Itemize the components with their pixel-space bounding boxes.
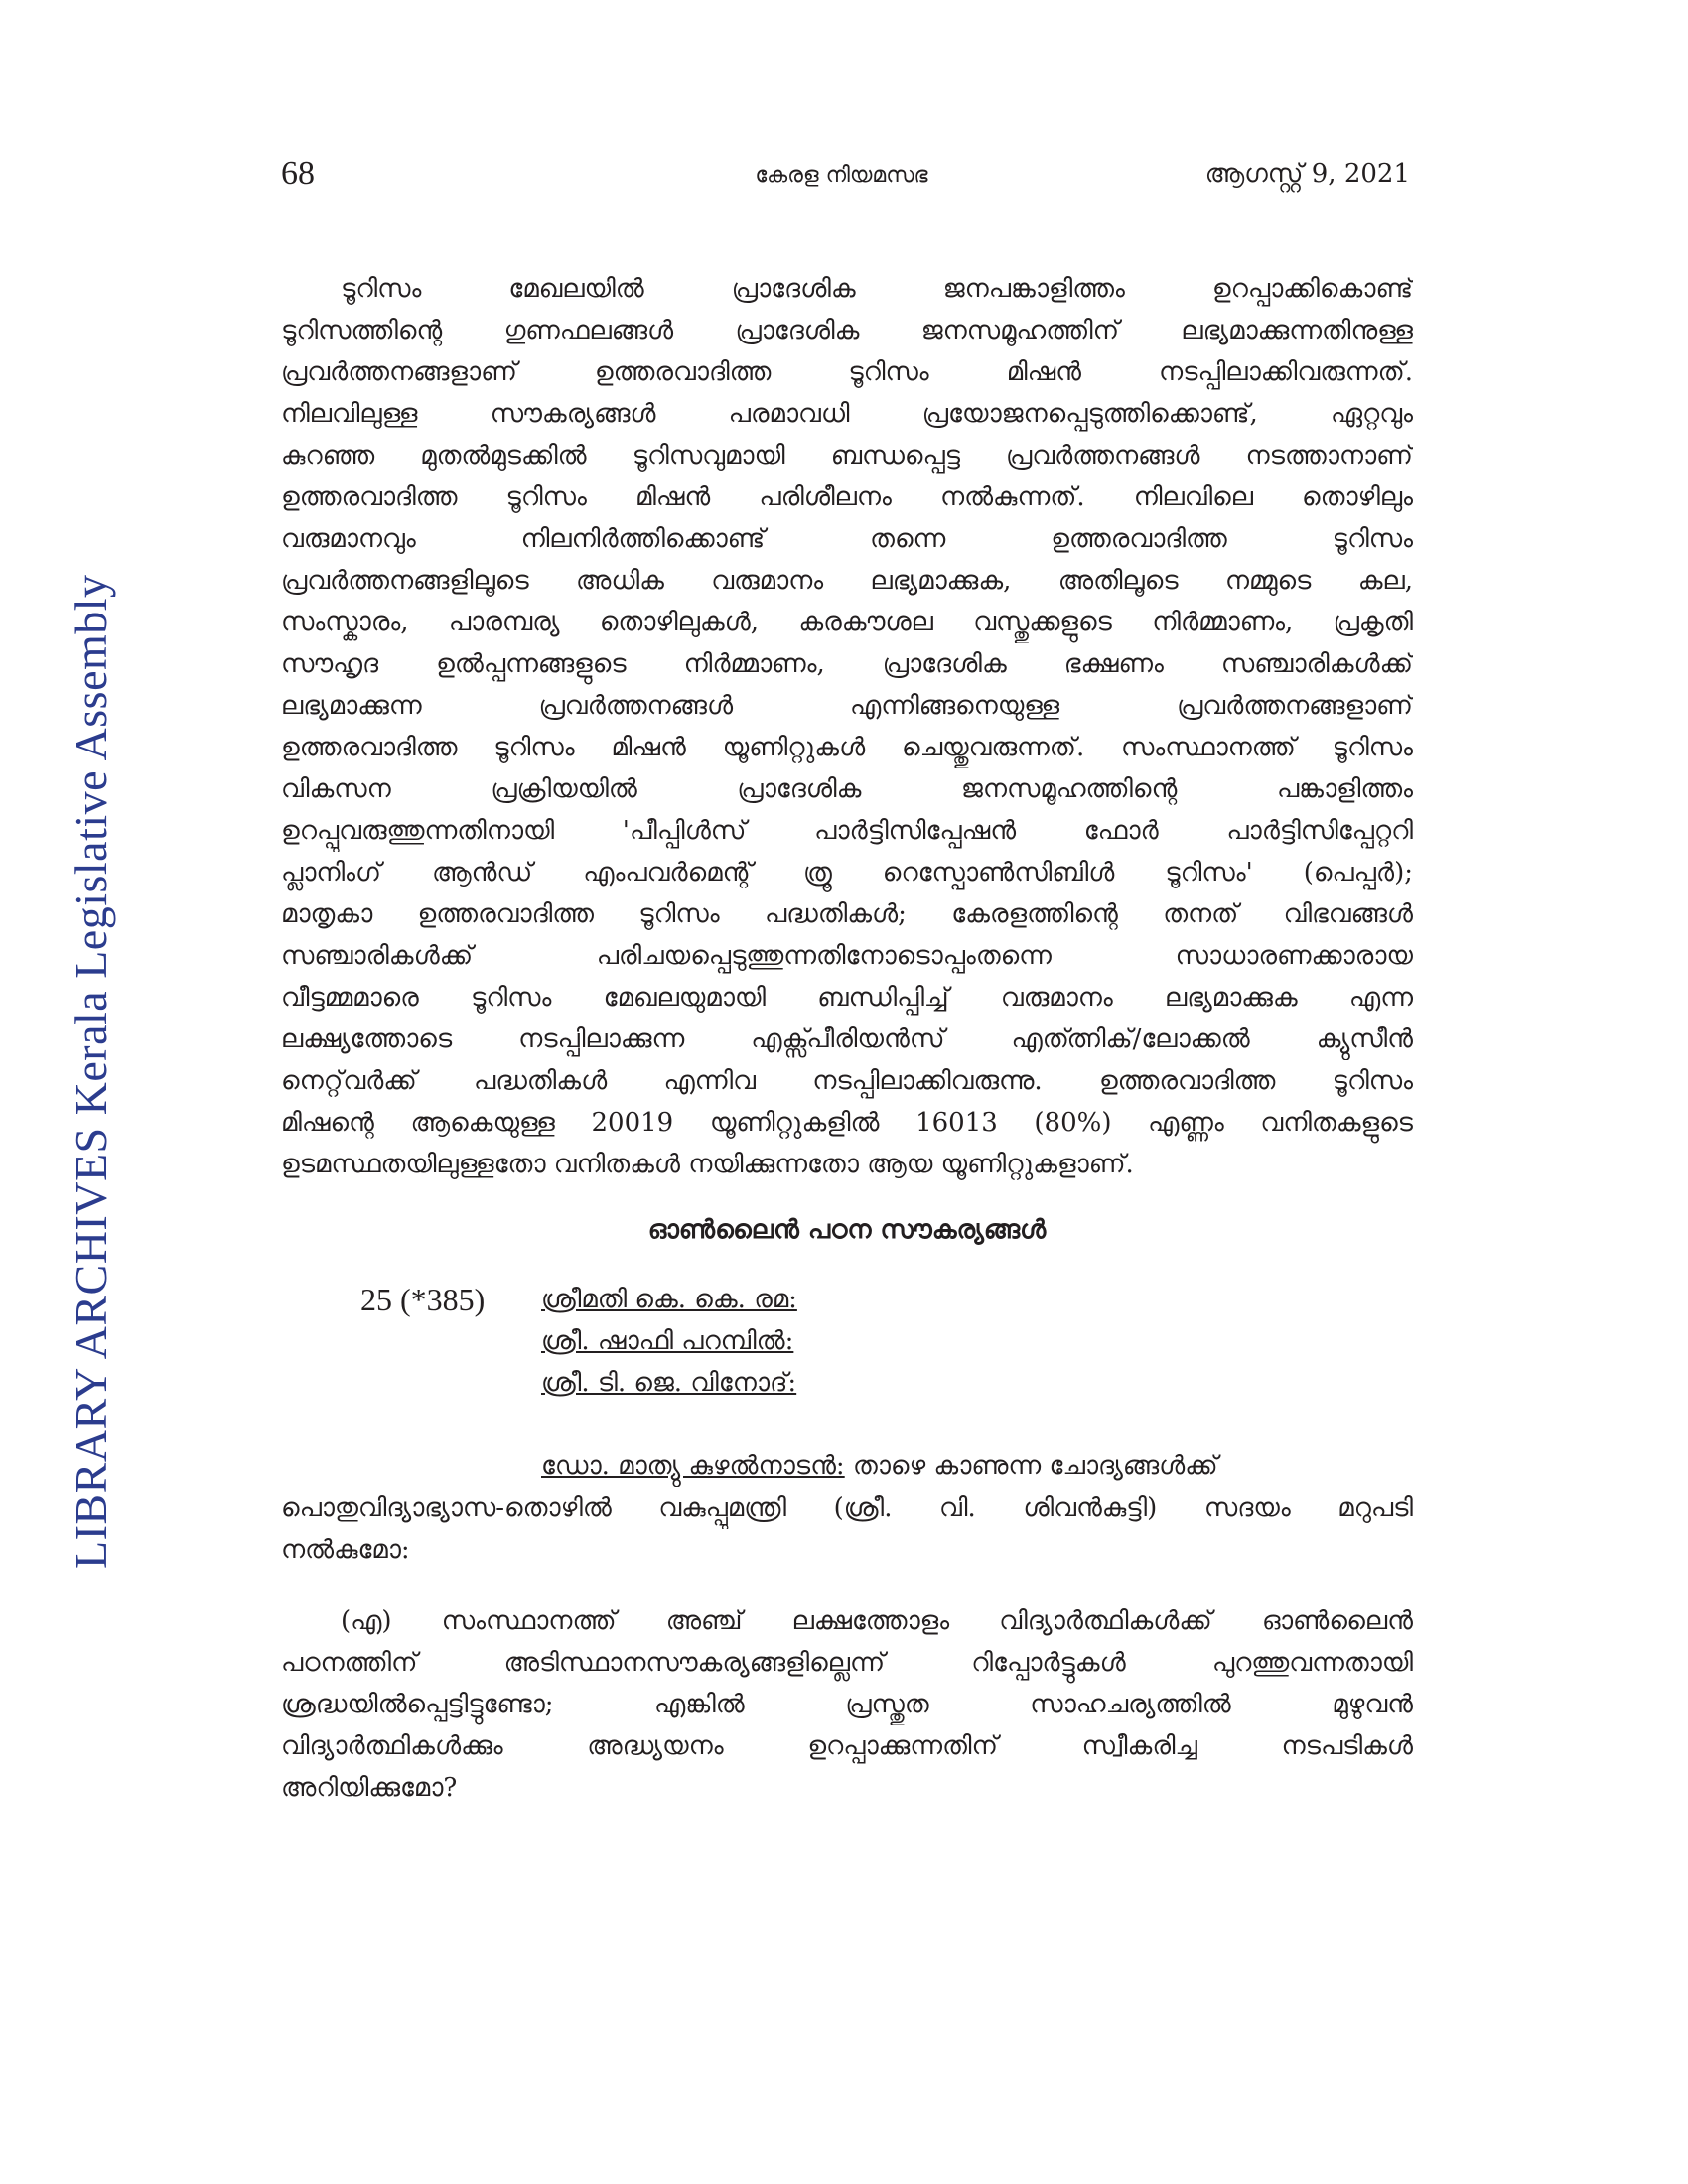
text-line: വീട്ടമ്മമാരെ ടൂറിസം മേഖലയുമായി ബന്ധിപ്പിച്ച് വരുമാനം ലഭ്യമാക്കുക എന്ന [281, 983, 1413, 1013]
page-body [281, 268, 1413, 1809]
question-intro-line [281, 1445, 1413, 1487]
minister-line: പൊതുവിദ്യാഭ്യാസ-തൊഴിൽ വകുപ്പുമന്ത്രി (ശ്രീ. വി. ശിവൻകുട്ടി) സദയം മറുപടി [281, 1493, 1413, 1523]
text-line: ലഭ്യമാക്കുന്ന പ്രവർത്തനങ്ങൾ എന്നിങ്ങനെയുള്ള പ്രവർത്തനങ്ങളാണ് [281, 691, 1413, 721]
running-title: കേരള നിയമസഭ [755, 163, 928, 188]
text-line: നിലവിലുള്ള സൗകര്യങ്ങൾ പരമാവധി പ്രയോജനപ്പെടുത്തിക്കൊണ്ട്, ഏറ്റവും [281, 399, 1413, 429]
text-line: ടൂറിസം മേഖലയിൽ പ്രാദേശിക ജനപങ്കാളിത്തം ഉറപ്പാക്കികൊണ്ട് [341, 274, 1413, 304]
text-line: ലക്ഷ്യത്തോടെ നടപ്പിലാക്കുന്ന എക്സ്പീരിയൻസ് എത്ത്നിക്/ലോക്കൽ ക്യുസീൻ [281, 1024, 1413, 1054]
text-line: കുറഞ്ഞ മുതൽമുടക്കിൽ ടൂറിസവുമായി ബന്ധപ്പെട്ട പ്രവർത്തനങ്ങൾ നടത്താനാണ് [281, 441, 1413, 471]
member-name: ശ്രീ. ഷാഫി പറമ്പിൽ: [541, 1326, 794, 1356]
text-line: മാതൃകാ ഉത്തരവാദിത്ത ടൂറിസം പദ്ധതികൾ; കേരളത്തിന്റെ തനത് വിഭവങ്ങൾ [281, 899, 1413, 929]
text-line: പ്രവർത്തനങ്ങളാണ് ഉത്തരവാദിത്ത ടൂറിസം മിഷൻ നടപ്പിലാക്കിവരുന്നത്. [281, 357, 1413, 387]
text-line: സഞ്ചാരികൾക്ക് പരിചയപ്പെടുത്തുന്നതിനോടൊപ്പംതന്നെ സാധാരണക്കാരായ [281, 941, 1413, 971]
member-name: ശ്രീ. ടി. ജെ. വിനോദ്: [541, 1368, 797, 1398]
member-name: ശ്രീമതി കെ. കെ. രമ: [541, 1285, 797, 1314]
question-closing: നൽകുമോ: [281, 1535, 410, 1565]
question-number: 25 (*385) [360, 1282, 486, 1317]
paragraph-tourism [281, 268, 1413, 1185]
section-heading: ഓൺലൈൻ പഠന സൗകര്യങ്ങൾ [647, 1215, 1047, 1245]
text-line: ടൂറിസത്തിന്റെ ഗുണഫലങ്ങൾ പ്രാദേശിക ജനസമൂഹത്തിന് ലഭ്യമാക്കുന്നതിനുള്ള [281, 316, 1413, 345]
text-line: അറിയിക്കുമോ? [281, 1773, 458, 1803]
text-line: വരുമാനവും നിലനിർത്തിക്കൊണ്ട് തന്നെ ഉത്തരവാദിത്ത ടൂറിസം [281, 524, 1413, 554]
text-line: പ്ലാനിംഗ് ആൻഡ് എംപവർമെന്റ് ത്രൂ റെസ്പോൺസിബിൾ ടൂറിസം' (പെപ്പർ); [281, 858, 1413, 887]
question-intro-text: താഴെ കാണുന്ന ചോദ്യങ്ങൾക്ക് [844, 1451, 1218, 1481]
text-line: വിദ്യാർത്ഥികൾക്കും അദ്ധ്യയനം ഉറപ്പാക്കുന്നതിന് സ്വീകരിച്ച നടപടികൾ [281, 1731, 1413, 1761]
text-line: ശ്രദ്ധയിൽപ്പെട്ടിട്ടുണ്ടോ; എങ്കിൽ പ്രസ്തുത സാഹചര്യത്തിൽ മുഴുവൻ [281, 1690, 1413, 1719]
text-line: നെറ്റ്‌വർക്ക് പദ്ധതികൾ എന്നിവ നടപ്പിലാക്കിവരുന്നു. ഉത്തരവാദിത്ത ടൂറിസം [281, 1066, 1413, 1096]
header-date: ആഗസ്റ്റ് 9, 2021 [1204, 159, 1410, 189]
text-line: (എ) സംസ്ഥാനത്ത് അഞ്ച് ലക്ഷത്തോളം വിദ്യാർത്ഥികൾക്ക് ഓൺലൈൻ [341, 1606, 1413, 1636]
text-line: ഉറപ്പുവരുത്തുന്നതിനായി 'പീപ്പിൾസ് പാർട്ടിസിപ്പേഷൻ ഫോർ പാർട്ടിസിപ്പേറ്ററി [281, 816, 1413, 846]
text-line: പ്രവർത്തനങ്ങളിലൂടെ അധിക വരുമാനം ലഭ്യമാക്കുക, അതിലൂടെ നമ്മുടെ കല, [281, 566, 1413, 596]
question-header [281, 1279, 1413, 1445]
text-line: ഉത്തരവാദിത്ത ടൂറിസം മിഷൻ യൂണിറ്റുകൾ ചെയ്തുവരുന്നത്. സംസ്ഥാനത്ത് ടൂറിസം [281, 733, 1413, 762]
text-line: വികസന പ്രക്രിയയിൽ പ്രാദേശിക ജനസമൂഹത്തിന്റെ പങ്കാളിത്തം [281, 774, 1413, 804]
archive-watermark: LIBRARY ARCHIVES Kerala Legislative Assembly [66, 574, 116, 1569]
text-line: മിഷന്റെ ആകെയുള്ള 20019 യൂണിറ്റുകളിൽ 16013 (80%) എണ്ണം വനിതകളുടെ [281, 1108, 1413, 1138]
text-line: സംസ്കാരം, പാരമ്പര്യ തൊഴിലുകൾ, കരകൗശല വസ്തുക്കളുടെ നിർമ്മാണം, പ്രകൃതി [281, 608, 1413, 637]
member-name: ഡോ. മാത്യു കുഴൽനാടൻ: [541, 1451, 845, 1481]
page-header [273, 149, 1410, 208]
text-line: ഉടമസ്ഥതയിലുള്ളതോ വനിതകൾ നയിക്കുന്നതോ ആയ യൂണിറ്റുകളാണ്. [281, 1150, 1134, 1179]
paragraph-question-a [281, 1600, 1413, 1809]
member-list [541, 1279, 797, 1404]
text-line: സൗഹൃദ ഉൽപ്പന്നങ്ങളുടെ നിർമ്മാണം, പ്രാദേശിക ഭക്ഷണം സഞ്ചാരികൾക്ക് [281, 649, 1413, 679]
page-number: 68 [281, 155, 315, 192]
text-line: ഉത്തരവാദിത്ത ടൂറിസം മിഷൻ പരിശീലനം നൽകുന്നത്. നിലവിലെ തൊഴിലും [281, 482, 1413, 512]
text-line: പഠനത്തിന് അടിസ്ഥാനസൗകര്യങ്ങളില്ലെന്ന് റിപ്പോർട്ടുകൾ പുറത്തുവന്നതായി [281, 1648, 1413, 1678]
